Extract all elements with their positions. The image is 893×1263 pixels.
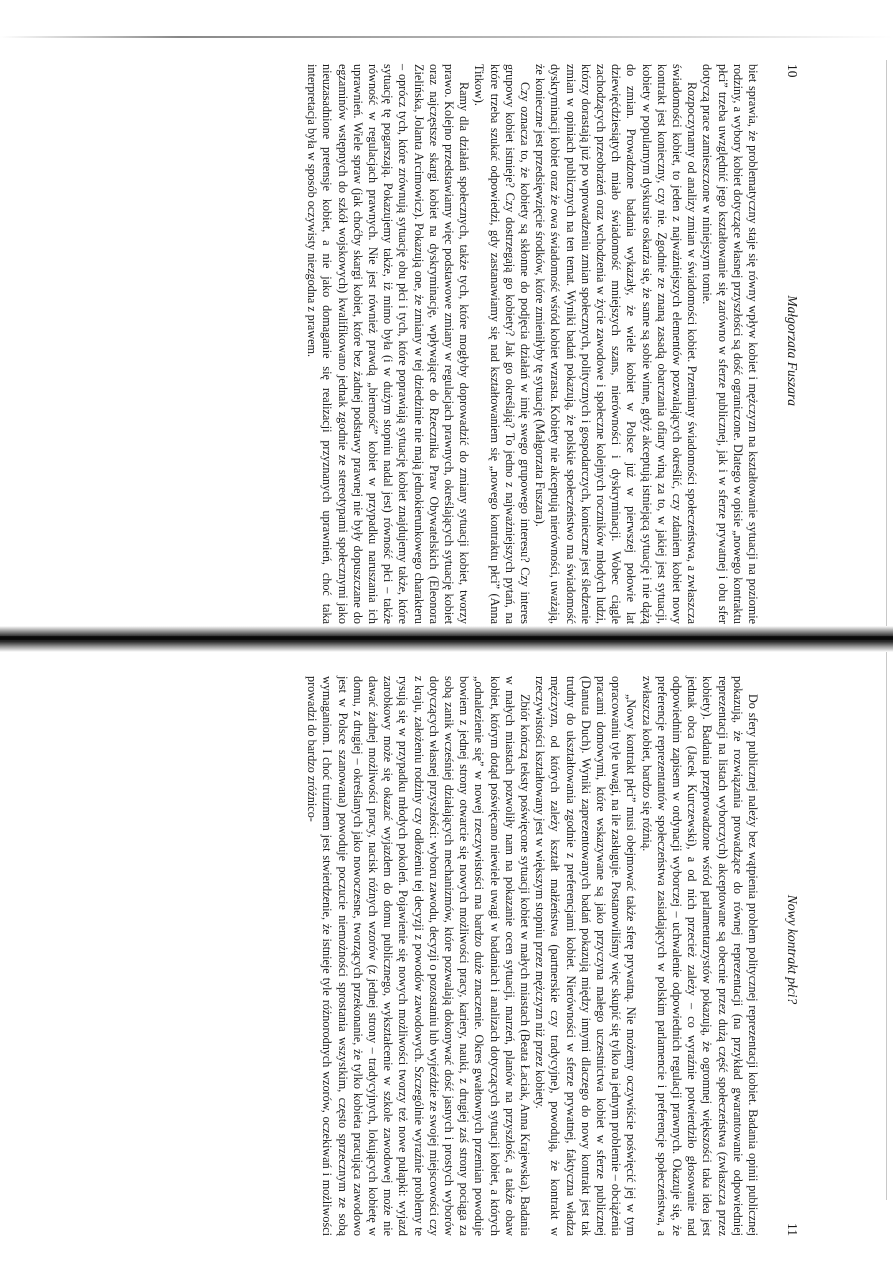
running-title: Nowy kontrakt płci? xyxy=(785,894,800,1005)
body-text xyxy=(304,676,760,1236)
gutter-shadow xyxy=(0,636,893,640)
page-number: 10 xyxy=(785,64,800,78)
paragraph: Do sfery publicznej należy bez wątpienia problem politycznej reprezentacji kobiet. Badania opinii publicznej pokazują, że rozwiązania prowadzące do równej reprezentacji (na przykład gwarantowanie odpowiedniej reprezentacji na listach wyborczych) akceptowane są obecnie przez dużą część społeczeństwa (zwłaszcza przez kobiety). Badania przeprowadzone wśród parlamentarzystów pokazują, że ogromnej większości taka idea jest jednak obca (Jacek Kurczewski), a od nich przecież zależy – co wyraźnie potwierdziło głosowanie nad odpowiednim zapisem w ordynacji wyborczej – uchwalenie odpowiednich regulacji prawnych. Okazuje się, że preferencje reprezentantów społeczeństwa zasiadających w polskim parlamencie i preferencje społeczeństwa, a zwłaszcza kobiet, bardzo się różnią. xyxy=(639,676,760,1236)
page-10 xyxy=(60,64,800,624)
paragraph: Czy oznacza to, że kobiety są skłonne do podjęcia działań w imię swego grupowego interesu? Czy interes grupowy kobiet istnieje? Czy dostrzegają go kobiety? Jak go określają? To jedno z najważniejszych pytań, na które trzeba szukać odpowiedzi, gdy zastanawiamy się nad kształtowaniem się „nowego kontraktu płci” (Anna Titkow). xyxy=(472,64,532,624)
paragraph: Ramy dla działań społecznych, także tych, które mogłyby doprowadzić do zmiany sytuacji kobiet, tworzy prawo. Kolejno przedstawiamy więc podstawowe zmiany w regulacjach prawnych, określających sytuację kobiet oraz najczęstsze skargi kobiet na dyskryminację, wpływające do Rzecznika Praw Obywatelskich (Eleonora Zielińska, Jolanta Arcimowicz). Pokazują one, że zmiany w tej dziedzinie nie mają jednokierunkowego charakteru – oprócz tych, które zrównują sytuację obu płci i tych, które poprawiają sytuację kobiet znajdujemy także, które sytuację tę pogarszają. Pokazujemy także, iż mimo była (i w dużym stopniu nadal jest) równość płci – także równość w regulacjach prawnych. Nie jest również prawdą „bierność” kobiet w przypadku naruszania ich uprawnień. Wiele spraw (jak choćby skargi kobiet, które bez żadnej podstawy prawnej nie były dopuszczane do egzaminów wstępnych do szkół wojskowych) kwalifikowano jednak zgodnie ze stereotypami społecznymi jako nieuzasadnione pretensje kobiet, a nie jako domaganie się realizacji przyznanych uprawnień, choć taka interpretacja była w sposób oczywisty niezgodna z prawem. xyxy=(305,64,472,624)
running-head xyxy=(778,676,800,1236)
scan-edge-top xyxy=(0,36,893,38)
page-number: 11 xyxy=(785,1222,800,1236)
paragraph: Rozpoczynamy od analizy zmian w świadomości kobiet. Przemiany świadomości społeczeństwa, a zwłaszcza świadomości kobiet, to jeden z najważniejszych elementów pozwalających określić, czy zdaniem kobiet nowy kontrakt jest konieczny, czy nie. Zgodnie ze znaną zasadą obarczania ofiary winą za to, w jakiej jest sytuacji, kobiety w popularnym dyskursie oskarża się, że same są sobie winne, gdyż akceptują istniejącą sytuację i nie dążą do zmian. Prowadzone badania wykazały, że wiele kobiet w Polsce już w pierwszej połowie lat dziewięćdziesiątych miało świadomość mniejszych szans, nierówności i dyskryminacji. Wobec ciągle zachodzących przeobrażeń oraz wchodzenia w życie zawodowe i społeczne kolejnych roczników młodych ludzi, którzy dorastają już po wprowadzeniu zmian społecznych, politycznych i gospodarczych, konieczne jest śledzenie zmian w opiniach publicznych na ten temat. Wyniki badań pokazują, że polskie społeczeństwo ma świadomość dyskryminacji kobiet oraz że owa świadomość wśród kobiet wzrasta. Kobiety nie akceptują nierówności, uważają, że konieczne jest przedsięwzięcie środków, które zmieniłyby tę sytuację (Małgorzata Fuszara). xyxy=(533,64,700,624)
running-title: Małgorzata Fuszara xyxy=(785,295,800,407)
paragraph: „Nowy kontrakt płci” musi obejmować także sferę prywatną. Nie możemy oczywiście poświęcić jej w tym opracowaniu tyle uwagi, na ile zasługuje. Postanowiliśmy więc skupić się tylko na jednym problemie – obciążenia pracami domowymi, które wskazywane są jako przyczyna małego uczestnictwa kobiet w sferze publicznej (Danuta Duch). Wyniki zaprezentowanych badań pokazują między innymi dlaczego do nowy kontrakt jest tak trudny do ukształtowania zgodnie z preferencjami kobiet. Nierówności w sferze prywatnej, faktyczna władza mężczyzn, od których zależy kształt małżeństwa (partnerskie czy tradycyjne), powodują, że kontrakt w rzeczywistości kształtowany jest w większym stopniu przez mężczyzn niż przez kobiety. xyxy=(533,676,639,1236)
body-text xyxy=(304,64,760,624)
running-head xyxy=(778,64,800,624)
page-11 xyxy=(60,676,800,1236)
paragraph: biet sprawia, że problematyczny staje się równy wpływ kobiet i mężczyzn na kształtowanie sytuacji na poziomie rodziny, a wybory kobiet dotyczące własnej przyszłości są dość ograniczone. Dlatego w opisie „nowego kontraktu płci” trzeba uwzględnić jego kształtowanie się zarówno w sferze publicznej, jak i w sferze prywatnej i obu sfer dotyczą prace zamieszczone w niniejszym tomie. xyxy=(700,64,760,624)
paragraph: Zbiór kończą teksty poświęcone sytuacji kobiet w małych miastach (Beata Łaciak, Anna Krajewska). Badania w małych miastach pozwoliły nam na pokazanie ocen sytuacji, marzeń, planów na przyszłość, a także obaw kobiet, którym dotąd poświęcano niewiele uwagi w badaniach i analizach dotyczących sytuacji kobiet, a których „odnalezienie się” w nowej rzeczywistości ma bardzo duże znaczenie. Okres gwałtownych przemian powoduje bowiem z jednej strony otwarcie się nowych możliwości pracy, kariery, nauki, z drugiej zaś strony pociąga za sobą zanik wcześniej działających mechanizmów, które pozwalają dokonywać dość jasnych i prostych wyborów dotyczących własnej przyszłości: wyboru zawodu, decyzji o pozostaniu lub wyjeździe ze swojej miejscowości czy z kraju, założeniu rodziny czy odłożeniu tej decyzji z powodów zawodowych. Szczególnie wyraźnie problemy te rysują się w przypadku młodych pokoleń. Pojawienie się nowych możliwości tworzy też nowe pułapki: wyjazd zarobkowy może się okazać wyjazdem do domu publicznego, wykształcenie w szkole zawodowej może nie dawać żadnej możliwości pracy, nacisk różnych wzorów (z jednej strony – tradycyjnych, lokujących kobietę w domu, z drugiej – określanych jako nowoczesne, tworzących przekonanie, że tylko kobieta pracująca zawodowo jest w Polsce szanowana) powoduje poczucie niemożności sprostania wszystkim, często sprzecznym ze sobą wymaganiom. I choć truizmem jest stwierdzenie, że istnieje tyle różnorodnych wzorów, oczekiwań i możliwości prowadzi do bardzo zróżnico- xyxy=(305,676,532,1236)
